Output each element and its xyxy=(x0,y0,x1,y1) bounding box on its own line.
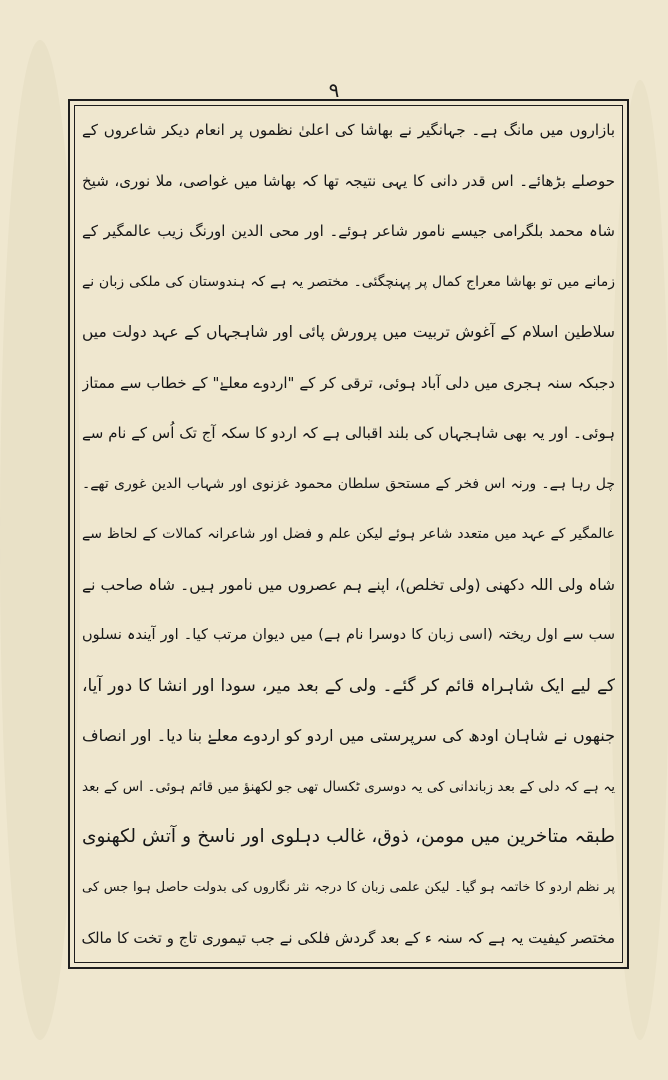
text-line: حوصلے بڑھائے۔ اس قدر دانی کا یہی نتیجہ تھا کہ بھاشا میں غواصی، ملا نوری، شیخ xyxy=(82,171,615,190)
text-line: ہوئی۔ اور یہ بھی شاہجہاں کی بلند اقبالی ہے کہ اردو کا سکہ آج تک اُس کے نام سے xyxy=(82,424,615,442)
text-line: مختصر کیفیت یہ ہے کہ سنہ ء کے بعد گردش فلکی نے جب تیموری تاج و تخت کا مالک xyxy=(82,929,615,947)
text-line: بازاروں میں مانگ ہے۔ جہانگیر نے بھاشا کی اعلیٰ نظموں پر انعام دیکر شاعروں کے xyxy=(82,121,615,139)
page-number: ۹ xyxy=(328,78,340,102)
body-text xyxy=(82,110,615,958)
text-line: شاہ ولی اللہ دکھنی (ولی تخلص)، اپنے ہم عصروں میں نامور ہیں۔ شاہ صاحب نے xyxy=(82,575,615,594)
text-line: طبقہ متاخرین میں مومن، ذوق، غالب دہلوی اور ناسخ و آتش لکھنوی xyxy=(82,826,615,847)
text-line: جنھوں نے شاہان اودھ کی سرپرستی میں اردو کو اردوے معلےٰ بنا دیا۔ اور انصاف xyxy=(82,726,615,745)
text-line: عالمگیر کے عہد میں متعدد شاعر ہوئے لیکن علم و فضل اور شاعرانہ کمالات کے لحاظ سے xyxy=(82,526,615,542)
text-line: کے لیے ایک شاہراہ قائم کر گئے۔ ولی کے بعد میر، سودا اور انشا کا دور آیا، xyxy=(82,675,615,696)
text-line: پر نظم اردو کا خاتمہ ہو گیا۔ لیکن علمی زبان کا درجہ نثر نگاروں کی بدولت حاصل ہوا جس کی xyxy=(82,879,615,895)
text-line: زمانے میں تو بھاشا معراج کمال پر پہنچگئی۔ مختصر یہ ہے کہ ہندوستان کی ملکی زبان نے xyxy=(82,273,615,290)
text-line: چل رہا ہے۔ ورنہ اس فخر کے مستحق سلطان محمود غزنوی اور شہاب الدین غوری تھے۔ xyxy=(82,475,615,492)
text-line: شاہ محمد بلگرامی جیسے نامور شاعر ہوئے۔ اور محی الدین اورنگ زیب عالمگیر کے xyxy=(82,222,615,240)
text-line: سلاطین اسلام کے آغوش تربیت میں پرورش پائی اور شاہجہاں کے عہد دولت میں xyxy=(82,323,615,341)
text-line: دجبکہ سنہ ہجری میں دلی آباد ہوئی، ترقی کر کے "اردوے معلےٰ" کے خطاب سے ممتاز xyxy=(82,373,615,392)
text-line: یہ ہے کہ دلی کے بعد زباندانی کی یہ دوسری ٹکسال تھی جو لکھنؤ میں قائم ہوئی۔ اس کے بعد xyxy=(82,778,615,795)
text-line: سب سے اول ریختہ (اسی زبان کا دوسرا نام ہے) میں دیوان مرتب کیا۔ اور آیندہ نسلوں xyxy=(82,627,615,643)
